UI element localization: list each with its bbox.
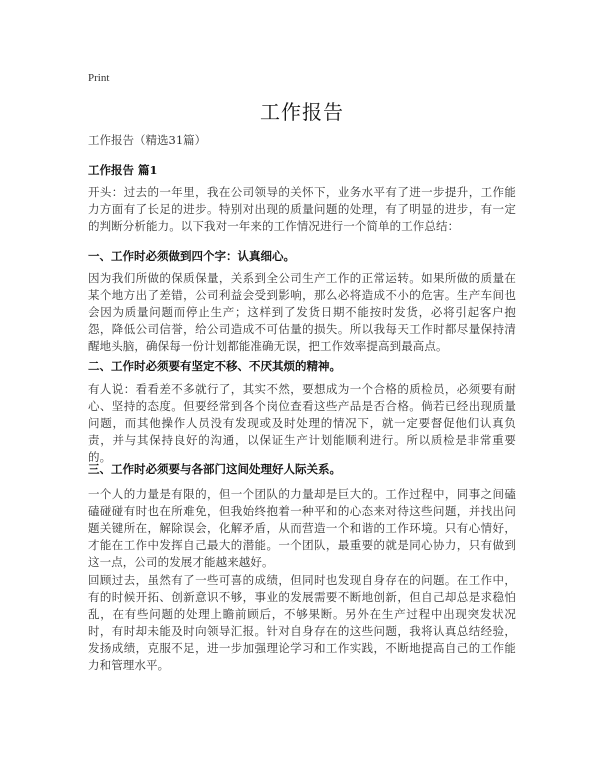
section-heading-1: 一、工作时必须做到四个字：认真细心。 — [88, 249, 295, 263]
closing-paragraph: 回顾过去，虽然有了一些可喜的成绩，但同时也发现自身存在的问题。在工作中，有的时候开拓、创新意识不够，事业的发展需要不断地创新，但自己却总是求稳怕乱，在有些问题的处理上瞻前顾后，不够果断。另外在生产过程中出现突发状况时，有时却未能及时向领导汇报。针对自身存在的这些问题，我将认真总结经验，发扬成绩，克服不足，进一步加强理论学习和工作实践，不断地提高自己的工作能力和管理水平。 — [88, 573, 516, 672]
section-body-2: 有人说：看看差不多就行了，其实不然，要想成为一个合格的质检员，必须要有耐心、坚持的态度。但要经常到各个岗位查看这些产品是否合格。倘若已经出现质量问题，而其他操作人员没有发现或及时处理的情况下，就一定要督促他们认真负责，并与其保持良好的沟通，以保证生产计划能顺利进行。所以质检是非常重要的。 — [88, 382, 516, 464]
page-title: 工作报告 — [260, 100, 344, 124]
document-subtitle: 工作报告（精选31篇） — [88, 133, 207, 147]
print-label[interactable]: Print — [88, 72, 110, 84]
section-body-1: 因为我们所做的保质保量，关系到全公司生产工作的正常运转。如果所做的质量在某个地方出了差错，公司利益会受到影响，那么必将造成不小的危害。生产车间也会因为质量问题而停止生产；这样到了发货日期不能按时发货，必将引起客户抱怨，降低公司信誉，给公司造成不可估量的损失。所以我每天工作时都尽量保持清醒地头脑，确保每一份计划都能准确无误，把工作效率提高到最高点。 — [88, 271, 516, 353]
section-heading-2: 二、工作时必须要有坚定不移、不厌其烦的精神。 — [88, 359, 341, 373]
section-heading-3: 三、工作时必须要与各部门这间处理好人际关系。 — [88, 462, 341, 476]
intro-paragraph: 开头：过去的一年里，我在公司领导的关怀下，业务水平有了进一步提升，工作能力方面有了长足的进步。特别对出现的质量问题的处理，有了明显的进步，有一定的判断分析能力。以下我对一年来的工作情况进行一个简单的工作总结： — [88, 185, 516, 233]
section-body-3: 一个人的力量是有限的，但一个团队的力量却是巨大的。工作过程中，同事之间磕磕碰碰有时也在所难免，但我始终抱着一种平和的心态来对待这些问题，并找出问题关键所在，解除误会，化解矛盾，从而营造一个和谐的工作环境。只有心情好，才能在工作中发挥自己最大的潜能。一个团队，最重要的就是同心协力，只有做到这一点，公司的发展才能越来越好。 — [88, 487, 516, 569]
article-heading: 工作报告 篇1 — [88, 163, 158, 177]
